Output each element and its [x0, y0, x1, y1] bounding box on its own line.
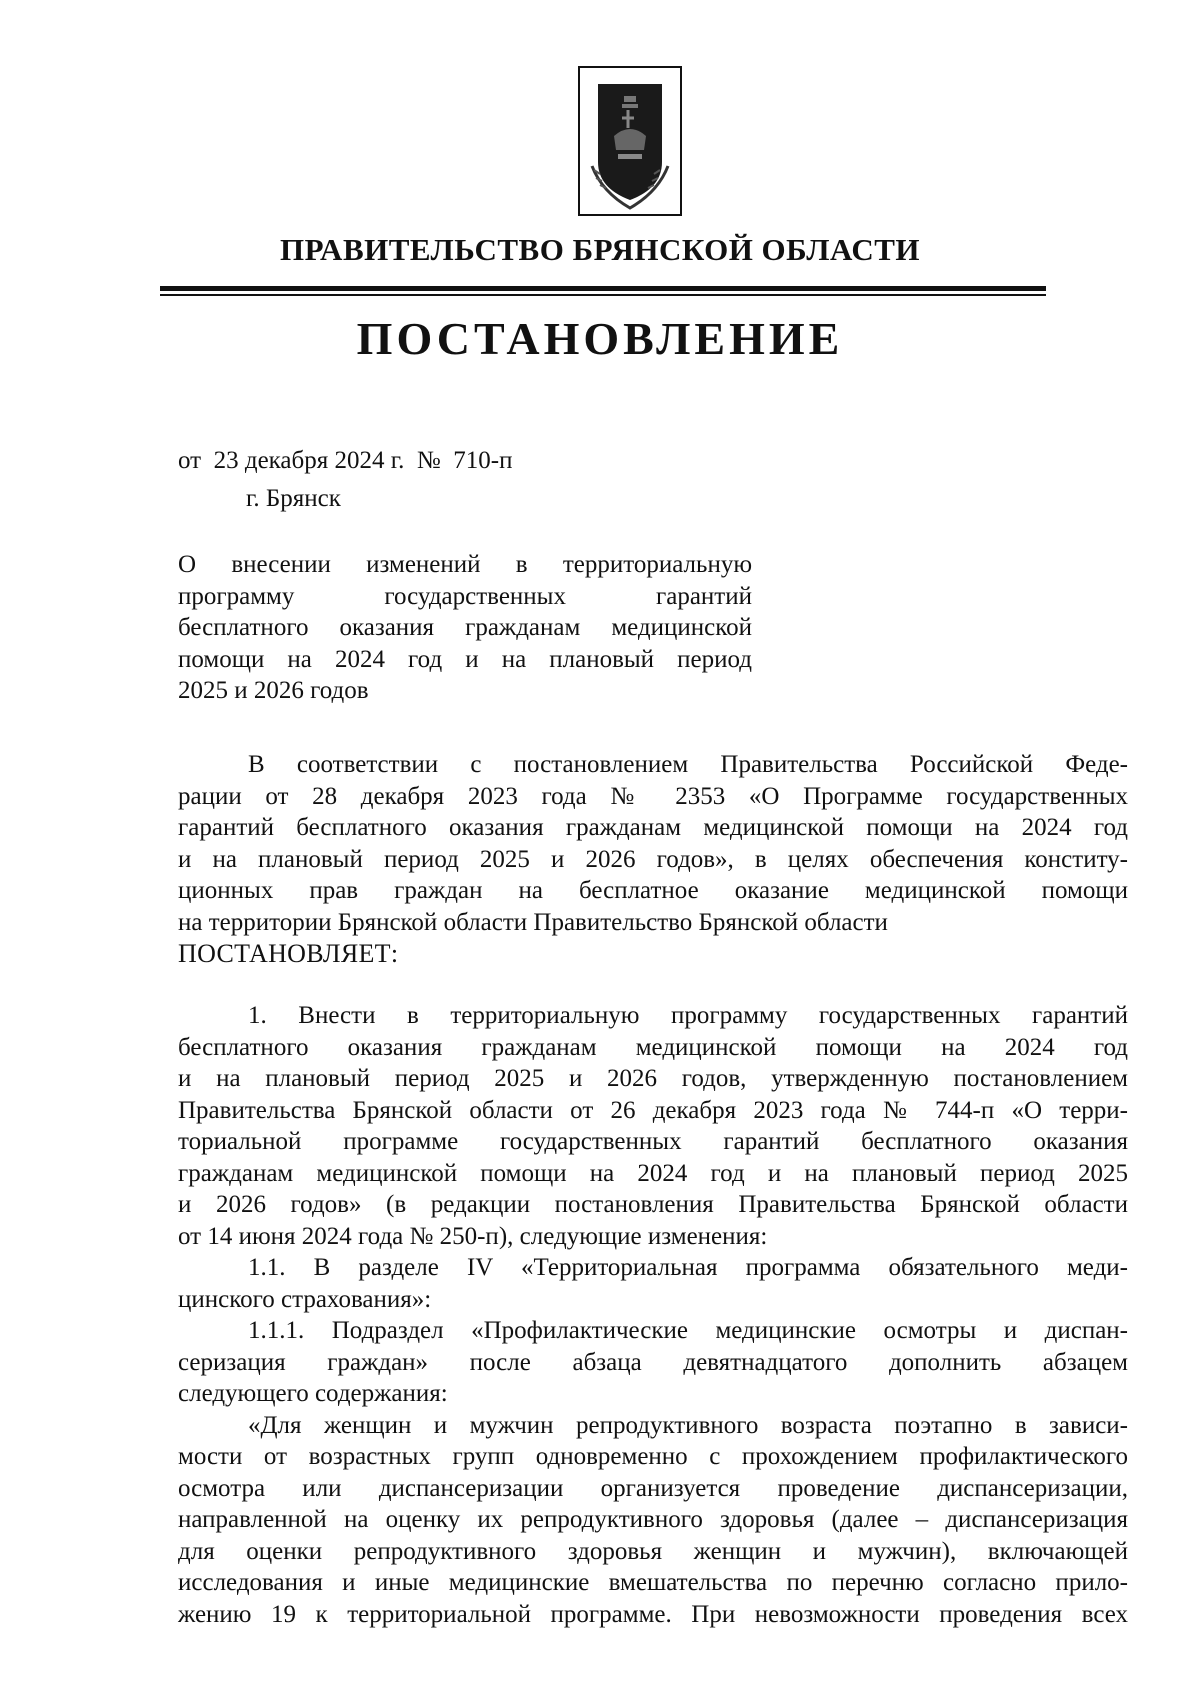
body-line: 1.1.1. Подраздел «Профилактические медицинские осмотры и диспан- — [248, 1317, 1128, 1344]
body-line: следующего содержания: — [178, 1380, 448, 1407]
body-line: для оценки репродуктивного здоровья женщин и мужчин), включающей — [178, 1537, 1128, 1565]
body-line: серизация граждан» после абзаца девятнадцатого дополнить абзацем — [178, 1348, 1128, 1376]
subject-line: помощи на 2024 год и на плановый период — [178, 645, 752, 673]
header-divider-thin — [160, 294, 1046, 296]
subject-line: О внесении изменений в территориальную — [178, 551, 752, 578]
document-subject — [178, 549, 752, 707]
body-line: исследования и иные медицинские вмешательства по перечню согласно прило- — [178, 1569, 1128, 1596]
preamble-line: гарантий бесплатного оказания гражданам медицинской помощи на 2024 год — [178, 814, 1128, 841]
body-line: 1. Внести в территориальную программу государственных гарантий — [248, 1002, 1128, 1029]
document-type-title: ПОСТАНОВЛЕНИЕ — [356, 313, 844, 364]
body-line: цинского страхования»: — [178, 1285, 432, 1313]
preamble-line: на территории Брянской области Правительство Брянской области — [178, 908, 888, 936]
document-city: г. Брянск — [246, 485, 341, 512]
preamble-line: В соответствии с постановлением Правительства Российской Феде- — [248, 751, 1128, 778]
body-line: и на плановый период 2025 и 2026 годов, утвержденную постановлением — [178, 1065, 1128, 1092]
preamble-line: ционных прав граждан на бесплатное оказание медицинской помощи — [178, 877, 1128, 904]
preamble-line: и на плановый период 2025 и 2026 годов», в целях обеспечения конститу- — [178, 845, 1128, 873]
subject-line: 2025 и 2026 годов — [178, 677, 369, 704]
preamble-paragraph — [178, 749, 1128, 970]
body-text — [178, 1000, 1128, 1630]
resolves-word: ПОСТАНОВЛЯЕТ: — [178, 939, 399, 968]
body-line: и 2026 годов» (в редакции постановления Правительства Брянской области — [178, 1191, 1128, 1218]
body-line: гражданам медицинской помощи на 2024 год и на плановый период 2025 — [178, 1159, 1128, 1187]
body-line: Правительства Брянской области от 26 декабря 2023 года № 744-п «О терри- — [178, 1096, 1128, 1124]
header-divider-thick — [160, 286, 1046, 291]
document-date-number: от 23 декабря 2024 г. № 710-п — [178, 447, 513, 474]
preamble-line: рации от 28 декабря 2023 года № 2353 «О Программе государственных — [178, 782, 1128, 810]
subject-line: программу государственных гарантий — [178, 582, 752, 610]
body-line: «Для женщин и мужчин репродуктивного возраста поэтапно в зависи- — [248, 1411, 1128, 1439]
body-line: осмотра или диспансеризации организуется проведение диспансеризации, — [178, 1474, 1128, 1502]
body-line: от 14 июня 2024 года № 250-п), следующие изменения: — [178, 1222, 768, 1250]
organization-name: ПРАВИТЕЛЬСТВО БРЯНСКОЙ ОБЛАСТИ — [279, 232, 921, 267]
body-line: направленной на оценку их репродуктивного здоровья (далее – диспансеризация — [178, 1506, 1128, 1533]
body-line: мости от возрастных групп одновременно с прохождением профилактического — [178, 1443, 1128, 1470]
subject-line: бесплатного оказания гражданам медицинской — [178, 614, 752, 641]
coat-of-arms-icon — [578, 66, 682, 216]
body-line: бесплатного оказания гражданам медицинской помощи на 2024 год — [178, 1033, 1128, 1061]
body-line: 1.1. В разделе IV «Территориальная программа обязательного меди- — [248, 1254, 1128, 1281]
body-line: жению 19 к территориальной программе. При невозможности проведения всех — [178, 1600, 1128, 1628]
body-line: ториальной программе государственных гарантий бесплатного оказания — [178, 1128, 1128, 1155]
